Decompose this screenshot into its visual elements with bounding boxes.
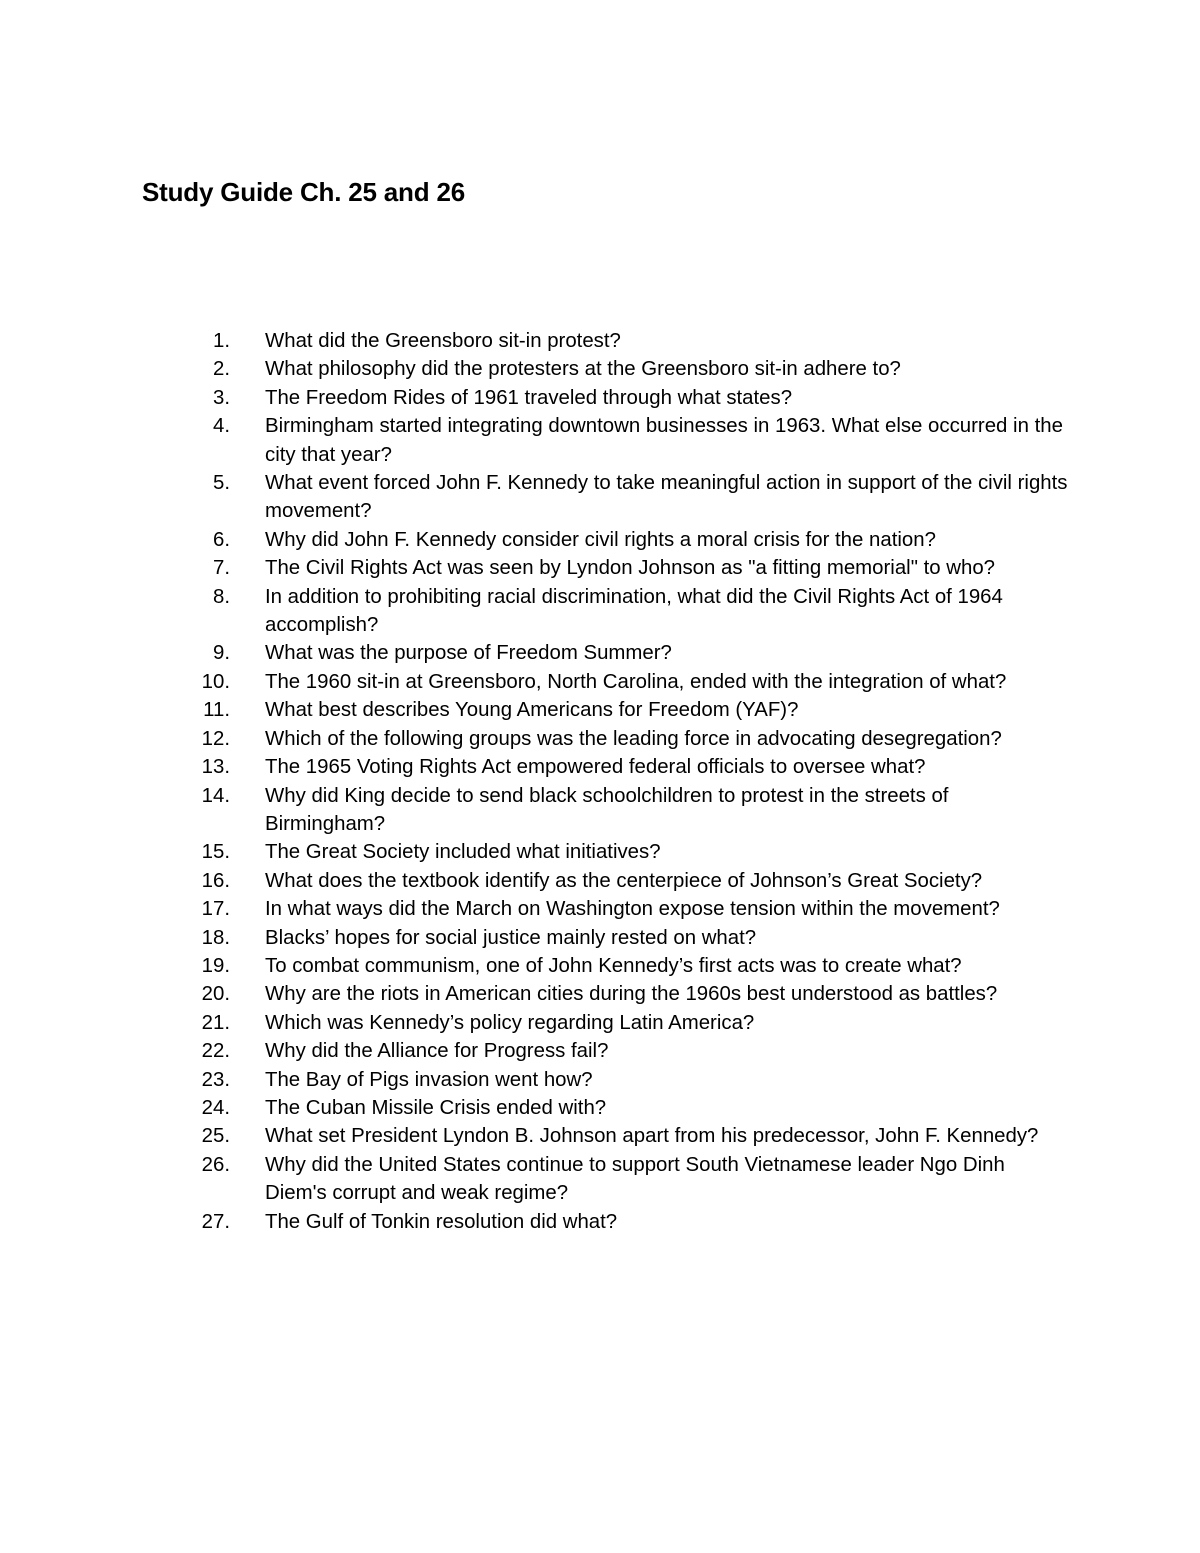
question-item xyxy=(190,924,1070,952)
question-text: To combat communism, one of John Kennedy’s first acts was to create what? xyxy=(265,954,962,977)
question-number: 10. xyxy=(201,670,230,693)
question-number: 15. xyxy=(201,841,230,864)
question-list xyxy=(190,327,1070,1236)
question-item xyxy=(190,355,1070,383)
question-text: The Civil Rights Act was seen by Lyndon Johnson as "a fitting memorial" to who? xyxy=(265,557,996,580)
question-number: 17. xyxy=(201,898,230,921)
question-text: What event forced John F. Kennedy to take meaningful action in support of the civil rights movement? xyxy=(265,472,1068,523)
question-number: 20. xyxy=(201,983,230,1006)
question-number: 18. xyxy=(201,926,230,949)
question-item xyxy=(190,526,1070,554)
question-number: 13. xyxy=(201,756,230,779)
question-item xyxy=(190,753,1070,781)
question-number: 11. xyxy=(203,699,230,722)
question-number: 3. xyxy=(212,386,230,409)
question-number: 23. xyxy=(201,1068,230,1091)
question-text: Why are the riots in American cities during the 1960s best understood as battles? xyxy=(265,983,998,1006)
question-item xyxy=(190,867,1070,895)
question-text: In what ways did the March on Washington expose tension within the movement? xyxy=(265,898,1000,921)
question-text: What did the Greensboro sit-in protest? xyxy=(265,330,621,352)
question-item xyxy=(190,782,1070,839)
question-text: Birmingham started integrating downtown businesses in 1963. What else occurred in the city that year? xyxy=(265,415,1063,466)
question-number: 19. xyxy=(201,954,230,977)
question-item xyxy=(190,725,1070,753)
question-item xyxy=(190,980,1070,1008)
question-number: 8. xyxy=(212,585,230,608)
question-item xyxy=(190,1066,1070,1094)
question-number: 22. xyxy=(201,1040,230,1063)
question-text: Why did the United States continue to support South Vietnamese leader Ngo Dinh Diem's corrupt and weak regime? xyxy=(265,1153,1005,1205)
question-number: 9. xyxy=(212,642,230,665)
question-item xyxy=(190,952,1070,980)
question-number: 14. xyxy=(201,784,230,807)
question-item xyxy=(190,1122,1070,1150)
question-item xyxy=(190,583,1070,640)
question-text: The 1960 sit-in at Greensboro, North Carolina, ended with the integration of what? xyxy=(265,670,1007,693)
question-text: Why did King decide to send black schoolchildren to protest in the streets of Birmingham? xyxy=(265,784,949,835)
question-item xyxy=(190,469,1070,526)
question-number: 21. xyxy=(201,1011,230,1034)
question-item xyxy=(190,554,1070,582)
question-number: 24. xyxy=(201,1096,230,1119)
question-number: 25. xyxy=(201,1125,230,1148)
question-item xyxy=(190,384,1070,412)
question-text: The Freedom Rides of 1961 traveled through what states? xyxy=(265,386,793,409)
question-text: The Gulf of Tonkin resolution did what? xyxy=(265,1210,618,1233)
question-item xyxy=(190,327,1070,355)
question-number: 12. xyxy=(201,727,230,750)
question-text: What best describes Young Americans for Freedom (YAF)? xyxy=(265,699,799,722)
question-text: Blacks’ hopes for social justice mainly rested on what? xyxy=(265,926,757,949)
question-text: What does the textbook identify as the centerpiece of Johnson’s Great Society? xyxy=(265,869,983,892)
question-text: Which of the following groups was the leading force in advocating desegregation? xyxy=(265,727,1002,750)
question-text: The Great Society included what initiatives? xyxy=(265,841,661,864)
question-item xyxy=(190,1094,1070,1122)
question-number: 1. xyxy=(212,330,230,352)
question-text: What set President Lyndon B. Johnson apart from his predecessor, John F. Kennedy? xyxy=(265,1125,1039,1148)
question-text: Why did the Alliance for Progress fail? xyxy=(265,1040,609,1063)
question-number: 27. xyxy=(201,1210,230,1233)
page-title: Study Guide Ch. 25 and 26 xyxy=(142,177,465,207)
question-text: Which was Kennedy’s policy regarding Latin America? xyxy=(265,1011,755,1034)
question-number: 2. xyxy=(212,358,230,381)
question-item xyxy=(190,838,1070,866)
question-item xyxy=(190,895,1070,923)
question-text: In addition to prohibiting racial discrimination, what did the Civil Rights Act of 1964 accomplish? xyxy=(265,585,1003,637)
question-item xyxy=(190,1037,1070,1065)
question-number: 26. xyxy=(201,1153,230,1176)
question-item xyxy=(190,639,1070,667)
question-item xyxy=(190,412,1070,469)
question-item xyxy=(190,668,1070,696)
question-number: 16. xyxy=(201,869,230,892)
question-number: 5. xyxy=(212,472,230,495)
question-item xyxy=(190,1208,1070,1236)
question-item xyxy=(190,1009,1070,1037)
question-number: 6. xyxy=(212,528,230,551)
question-text: The Cuban Missile Crisis ended with? xyxy=(265,1096,607,1119)
question-text: Why did John F. Kennedy consider civil rights a moral crisis for the nation? xyxy=(265,528,936,551)
question-text: What was the purpose of Freedom Summer? xyxy=(265,642,672,665)
question-item xyxy=(190,1151,1070,1208)
question-text: What philosophy did the protesters at the Greensboro sit-in adhere to? xyxy=(265,358,901,381)
question-text: The Bay of Pigs invasion went how? xyxy=(265,1068,593,1091)
question-item xyxy=(190,696,1070,724)
question-number: 4. xyxy=(212,415,230,438)
question-number: 7. xyxy=(212,557,230,580)
question-text: The 1965 Voting Rights Act empowered federal officials to oversee what? xyxy=(265,756,926,779)
